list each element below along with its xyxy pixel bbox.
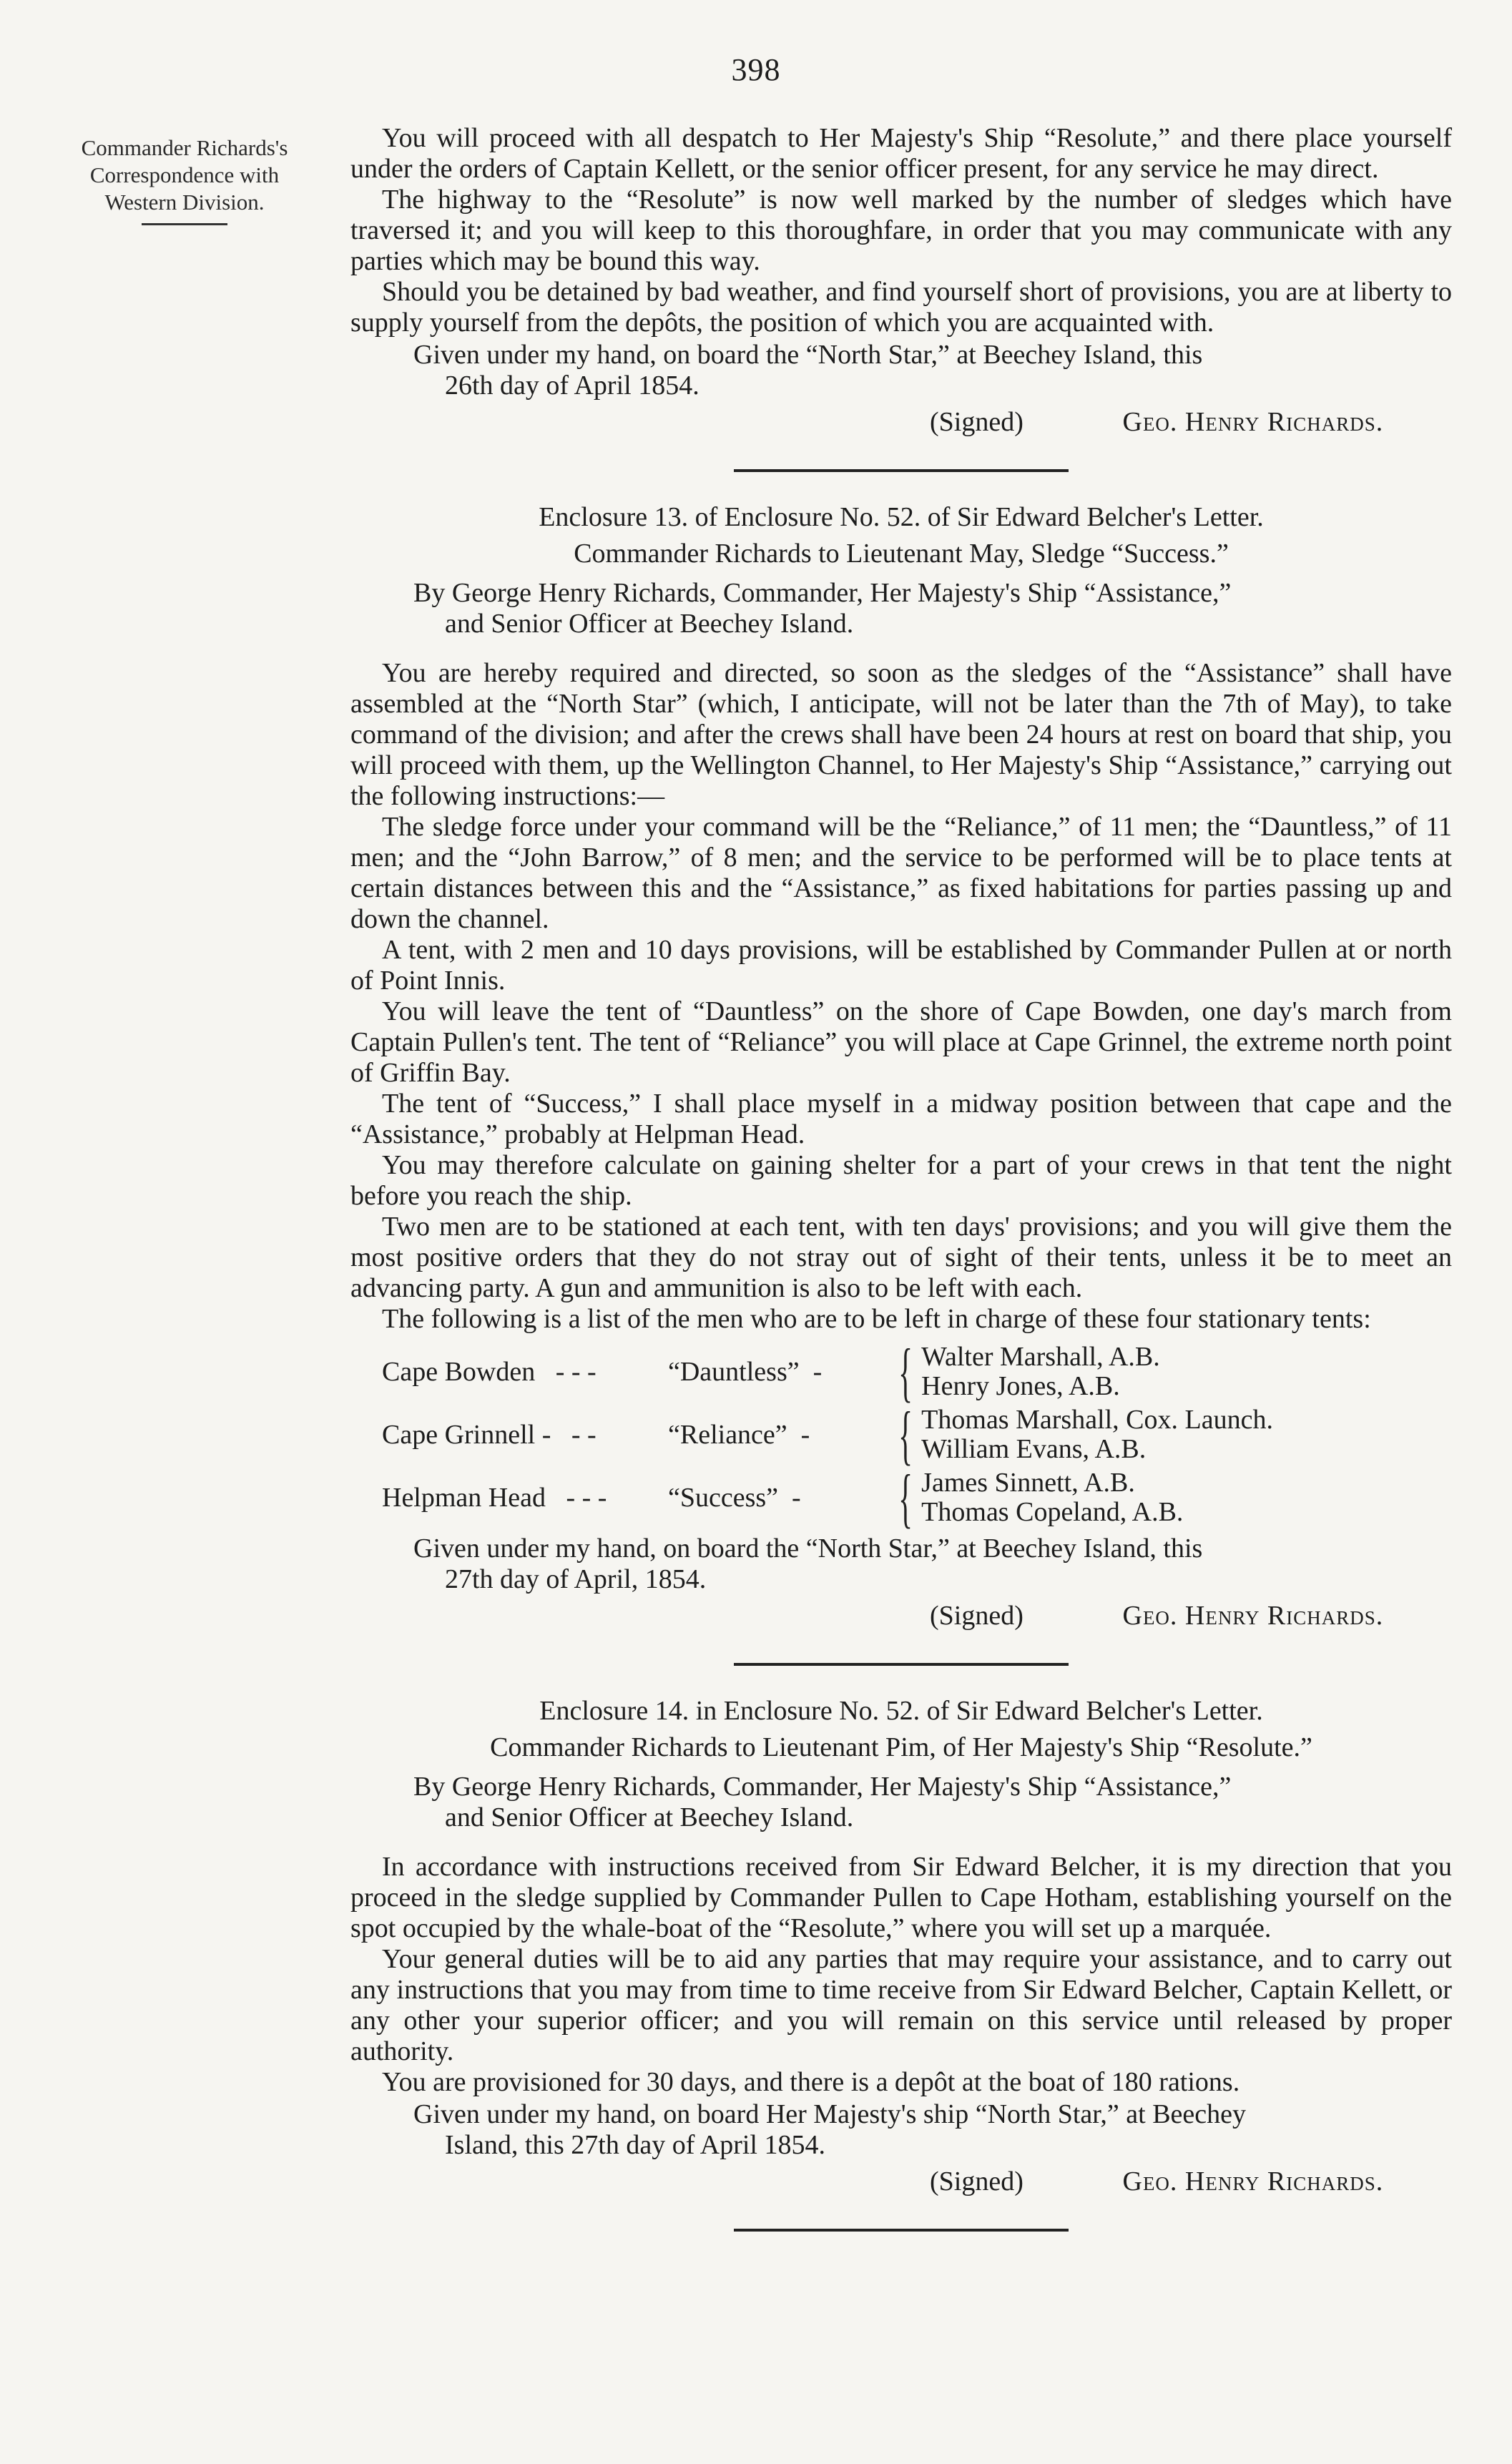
paragraph: You will leave the tent of “Dauntless” on the shore of Cape Bowden, one day's march from Captain Pullen's tent. The tent of “Reliance” you will place at Cape Grinnel, the extreme north point of Griffin Bay. [350, 996, 1452, 1088]
document-body [350, 123, 1452, 2262]
margin-note-rule [142, 223, 227, 225]
paragraph: The highway to the “Resolute” is now well marked by the number of sledges which have traversed it; and you will keep to this thoroughfare, in order that you may communicate with any parties which may be bound this way. [350, 185, 1452, 276]
signature: Geo. Henry Richards. [1122, 407, 1384, 437]
paragraph: Should you be detained by bad weather, and find yourself short of provisions, you are at liberty to supply yourself from the depôts, the position of which you are acquainted with. [350, 277, 1452, 338]
tent-table [382, 1335, 1273, 1534]
enclosure-13 [350, 502, 1452, 1631]
section-divider [734, 469, 1069, 472]
paragraph: You are provisioned for 30 days, and there is a depôt at the boat of 180 rations. [382, 2067, 1240, 2097]
tent-place: Cape Grinnell - - - [382, 1419, 597, 1450]
given-line: Given under my hand, on board the “North Star,” at Beechey Island, this [413, 1533, 1203, 1564]
tent-men [921, 1466, 1273, 1529]
enclosure-14 [350, 1696, 1452, 2197]
by-line-text: By George Henry Richards, Commander, Her Majesty's Ship “Assistance,” [413, 578, 1232, 608]
by-line [350, 1772, 1452, 1833]
brace: { [898, 1461, 913, 1534]
given-line: 26th day of April 1854. [445, 370, 699, 401]
brace: { [898, 1398, 913, 1471]
given-under-hand [350, 340, 1452, 401]
man-name: James Sinnett, A.B. [921, 1468, 1135, 1498]
tent-row [382, 1340, 1273, 1403]
letter-heading: Commander Richards to Lieutenant Pim, of Her Majesty's Ship “Resolute.” [490, 1732, 1312, 1762]
man-name: Thomas Marshall, Cox. Launch. [921, 1405, 1273, 1435]
tent-men [921, 1403, 1273, 1466]
given-under-hand [350, 1533, 1452, 1595]
tent-sledge: “Reliance” - [668, 1419, 810, 1450]
man-name: Thomas Copeland, A.B. [921, 1497, 1184, 1527]
signature: Geo. Henry Richards. [1122, 1601, 1384, 1631]
signed-label: (Signed) [930, 407, 1023, 437]
section-divider [734, 1663, 1069, 1666]
margin-note-line: Western Division. [104, 190, 265, 215]
margin-note [41, 134, 328, 225]
given-line: Given under my hand, on board the “North Star,” at Beechey Island, this [413, 340, 1203, 370]
by-line [350, 578, 1452, 639]
tent-place: Helpman Head - - - [382, 1482, 607, 1513]
tent-sledge: “Dauntless” - [668, 1356, 823, 1387]
given-under-hand [350, 2099, 1452, 2161]
paragraph: The following is a list of the men who are to be left in charge of these four stationary tents: [382, 1304, 1371, 1334]
paragraph: You are hereby required and directed, so soon as the sledges of the “Assistance” shall have assembled at the “North Star” (which, I anticipate, will not be later than the 7th of May), to take command of the division; and after the crews shall have been 24 hours at rest on board that ship, you will proceed with them, up the Wellington Channel, to Her Majesty's Ship “Assistance,” carrying out the following instructions:— [350, 658, 1452, 811]
signature-block [350, 407, 1452, 438]
by-line-text: and Senior Officer at Beechey Island. [445, 1802, 854, 1832]
signature-block [350, 1601, 1452, 1631]
man-name: Walter Marshall, A.B. [921, 1342, 1160, 1372]
section-divider [734, 2229, 1069, 2232]
letter-heading: Commander Richards to Lieutenant May, Sledge “Success.” [574, 539, 1229, 569]
letter-12 [350, 123, 1452, 438]
tent-row [382, 1466, 1273, 1529]
page-number: 398 [731, 52, 781, 87]
signed-label: (Signed) [930, 1601, 1023, 1631]
man-name: William Evans, A.B. [921, 1434, 1147, 1464]
given-line: Island, this 27th day of April 1854. [445, 2130, 825, 2160]
tent-sledge: “Success” - [668, 1482, 801, 1513]
by-line-text: By George Henry Richards, Commander, Her Majesty's Ship “Assistance,” [413, 1772, 1232, 1802]
brace: { [898, 1335, 913, 1408]
margin-note-line: Commander Richards's [81, 135, 288, 160]
paragraph: Your general duties will be to aid any parties that may require your assistance, and to carry out any instructions that you may from time to time receive from Sir Edward Belcher, Captain Kellett, or any other your superior officer; and you will remain on this service until released by proper authority. [350, 1944, 1452, 2066]
tent-men [921, 1340, 1273, 1403]
tent-place: Cape Bowden - - - [382, 1356, 597, 1387]
by-line-text: and Senior Officer at Beechey Island. [445, 609, 854, 639]
paragraph: You will proceed with all despatch to Her Majesty's Ship “Resolute,” and there place yourself under the orders of Captain Kellett, or the senior officer present, for any service he may direct. [350, 123, 1452, 184]
enclosure-heading: Enclosure 13. of Enclosure No. 52. of Sir Edward Belcher's Letter. [539, 502, 1264, 532]
enclosure-heading: Enclosure 14. in Enclosure No. 52. of Sir Edward Belcher's Letter. [539, 1696, 1263, 1726]
man-name: Henry Jones, A.B. [921, 1371, 1120, 1401]
margin-note-line: Correspondence with [89, 162, 280, 187]
given-line: Given under my hand, on board Her Majesty's ship “North Star,” at Beechey [413, 2099, 1247, 2129]
paragraph: You may therefore calculate on gaining shelter for a part of your crews in that tent the night before you reach the ship. [350, 1150, 1452, 1211]
signed-label: (Signed) [930, 2166, 1023, 2197]
paragraph: In accordance with instructions received from Sir Edward Belcher, it is my direction that you proceed in the sledge supplied by Commander Pullen to Cape Hotham, establishing yourself on the spot occupied by the whale-boat of the “Resolute,” where you will set up a marquée. [350, 1852, 1452, 1943]
signature-block [350, 2166, 1452, 2197]
signature: Geo. Henry Richards. [1122, 2166, 1384, 2197]
paragraph: The tent of “Success,” I shall place myself in a midway position between that cape and the “Assistance,” probably at Helpman Head. [350, 1089, 1452, 1149]
paragraph: Two men are to be stationed at each tent, with ten days' provisions; and you will give them the most positive orders that they do not stray out of sight of their tents, unless it be to meet an advancing party. A gun and ammunition is also to be left with each. [350, 1212, 1452, 1303]
paragraph: The sledge force under your command will be the “Reliance,” of 11 men; the “Dauntless,” of 11 men; and the “John Barrow,” of 8 men; and the service to be performed will be to place tents at certain distances between this and the “Assistance,” as fixed habitations for parties passing up and down the channel. [350, 812, 1452, 934]
paragraph: A tent, with 2 men and 10 days provisions, will be established by Commander Pullen at or north of Point Innis. [350, 935, 1452, 996]
given-line: 27th day of April, 1854. [445, 1564, 707, 1594]
tent-row [382, 1403, 1273, 1466]
